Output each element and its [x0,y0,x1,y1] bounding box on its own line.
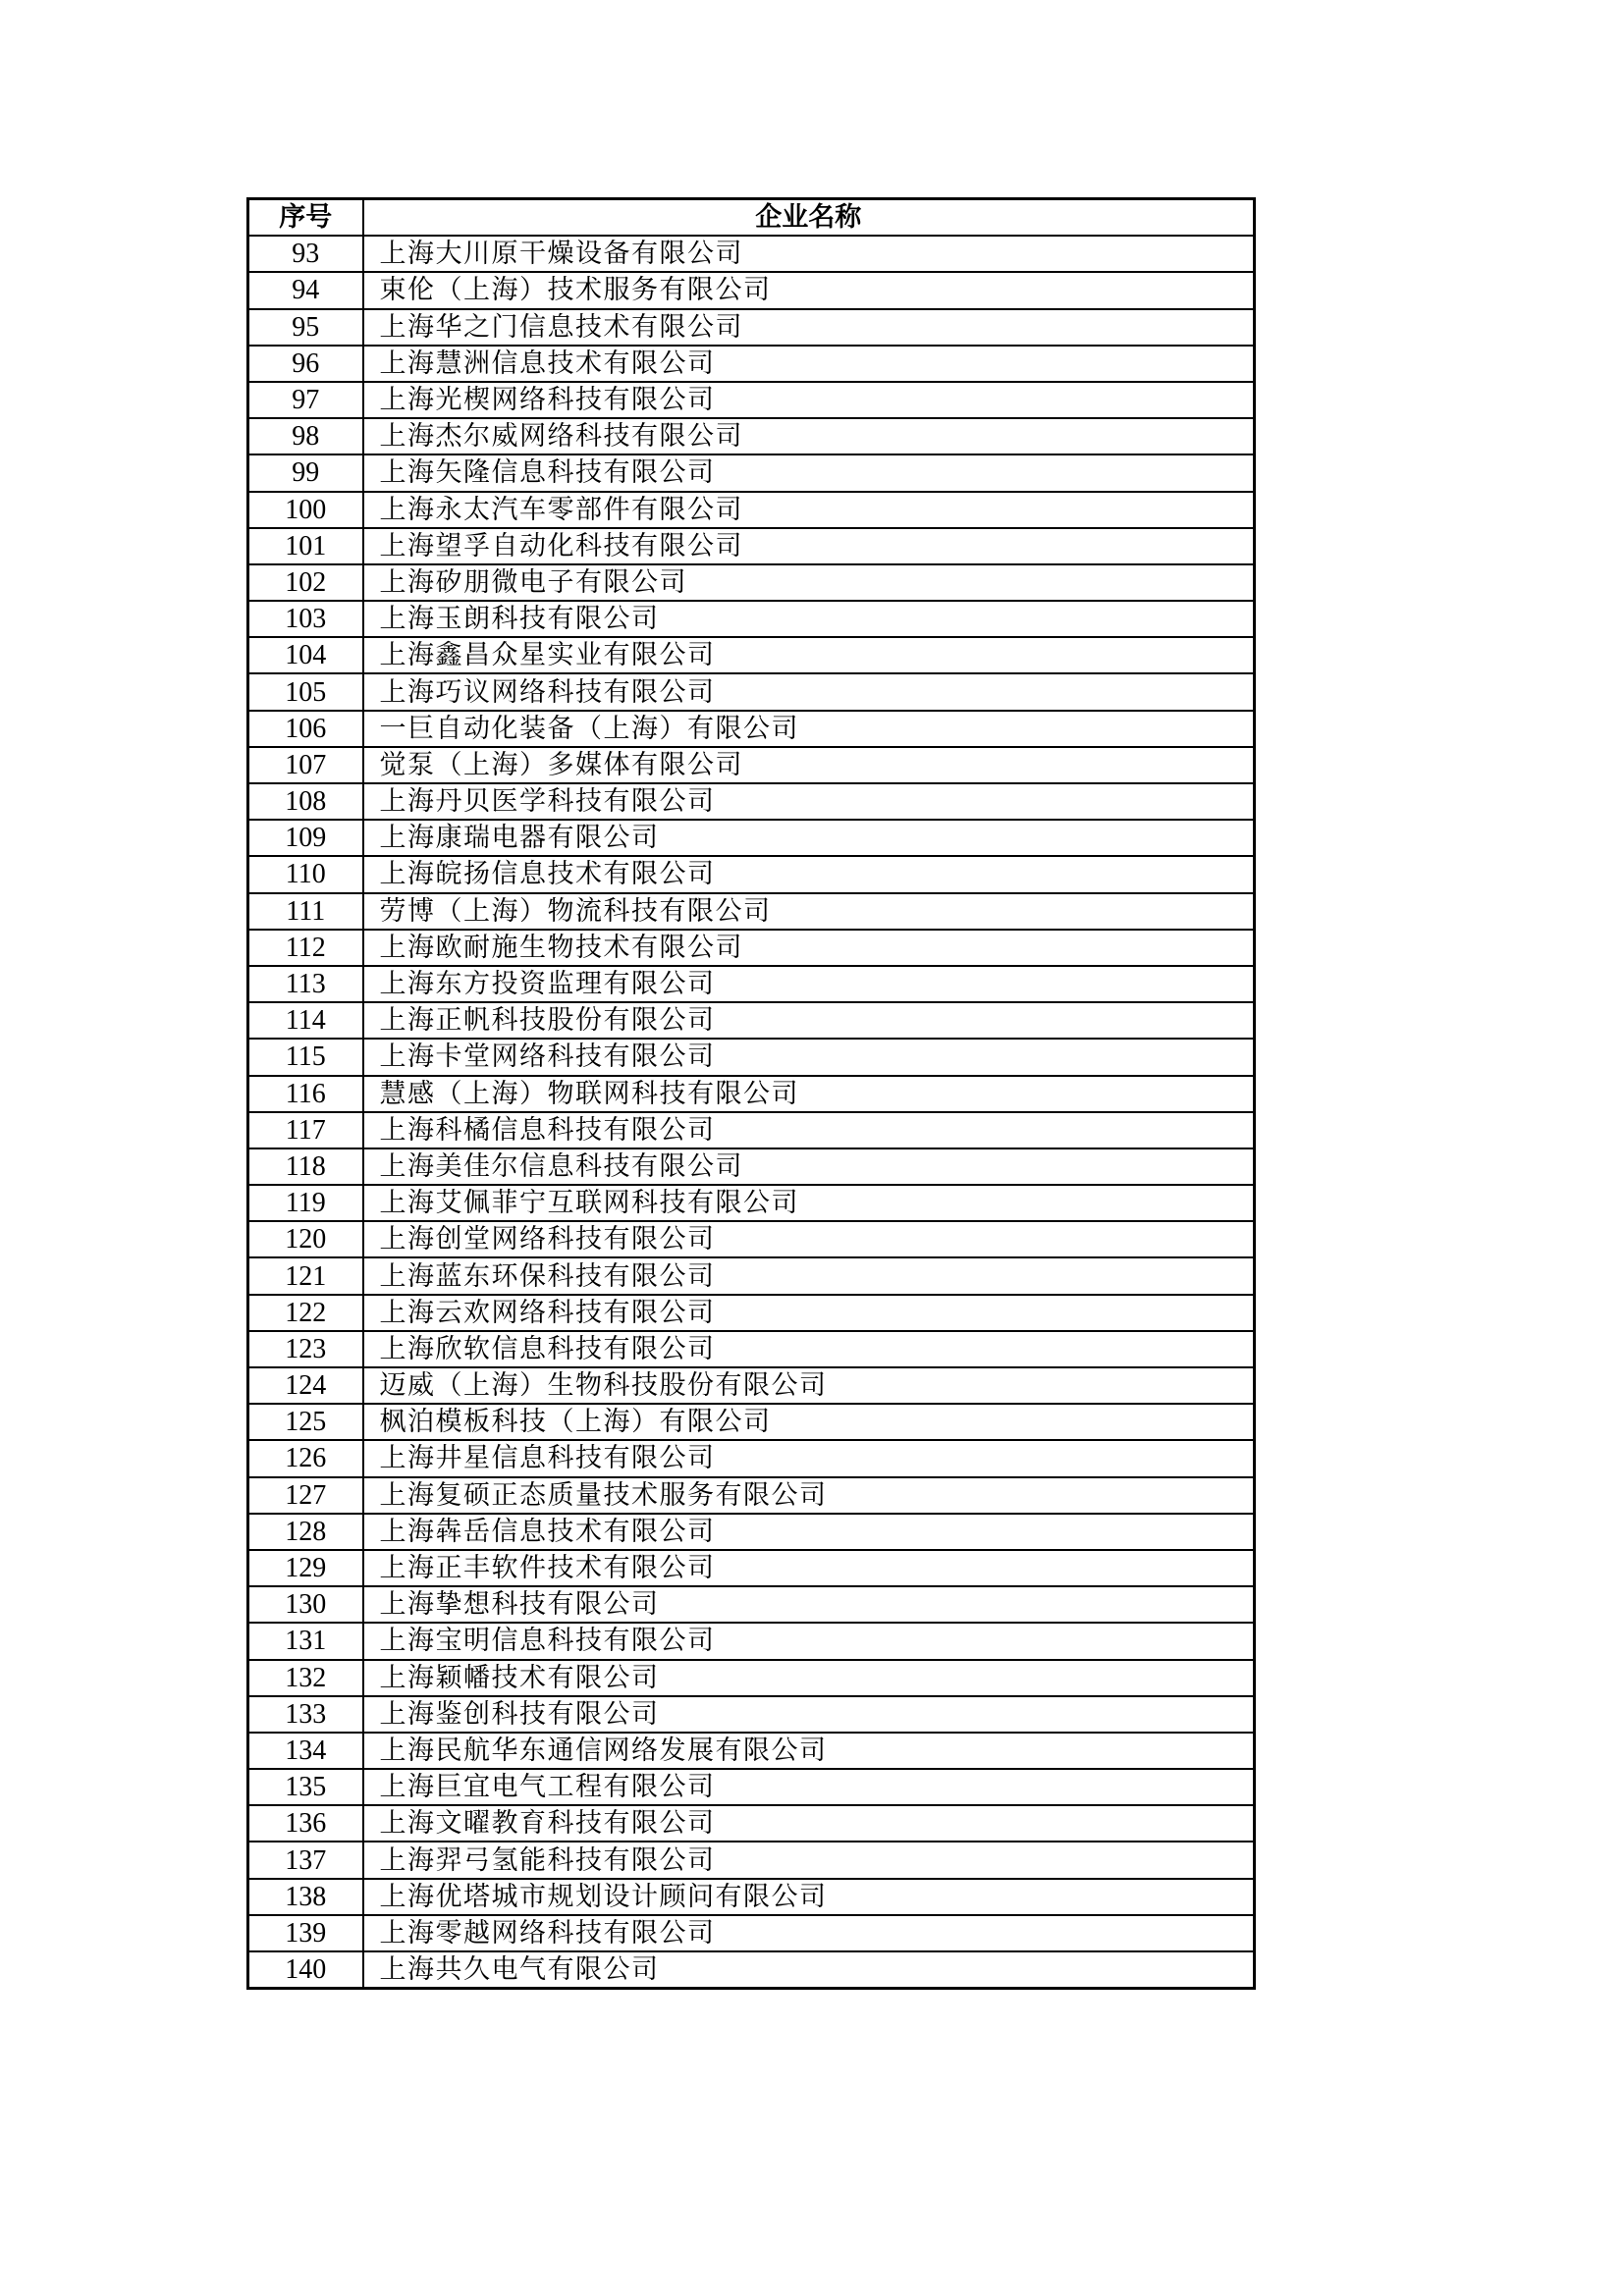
serial-number-cell: 138 [248,1879,363,1915]
serial-number-cell: 131 [248,1623,363,1659]
serial-number-cell: 100 [248,492,363,528]
company-name-cell: 上海光楔网络科技有限公司 [363,382,1255,418]
serial-number-cell: 139 [248,1915,363,1951]
company-name-cell: 上海玉朗科技有限公司 [363,601,1255,637]
serial-number-cell: 128 [248,1514,363,1550]
serial-number-cell: 101 [248,528,363,564]
table-row [248,528,1255,564]
company-name-cell: 劳博（上海）物流科技有限公司 [363,893,1255,930]
table-row [248,272,1255,308]
serial-number-cell: 117 [248,1112,363,1148]
company-name-cell: 上海云欢网络科技有限公司 [363,1295,1255,1331]
serial-number-cell: 113 [248,966,363,1002]
company-name-cell: 上海蓝东环保科技有限公司 [363,1257,1255,1294]
table-row [248,454,1255,491]
company-name-cell: 上海井星信息科技有限公司 [363,1440,1255,1476]
company-name-cell: 上海欣软信息科技有限公司 [363,1331,1255,1367]
company-name-cell: 束伦（上海）技术服务有限公司 [363,272,1255,308]
header-serial-number: 序号 [248,199,363,237]
table-row [248,1879,1255,1915]
serial-number-cell: 135 [248,1769,363,1805]
company-name-cell: 迈威（上海）生物科技股份有限公司 [363,1367,1255,1404]
table-row [248,564,1255,601]
serial-number-cell: 111 [248,893,363,930]
table-row [248,1586,1255,1623]
company-name-cell: 上海正丰软件技术有限公司 [363,1550,1255,1586]
serial-number-cell: 97 [248,382,363,418]
serial-number-cell: 112 [248,930,363,966]
table-row [248,1148,1255,1185]
serial-number-cell: 133 [248,1696,363,1733]
table-row [248,1002,1255,1039]
table-row [248,1696,1255,1733]
serial-number-cell: 104 [248,637,363,673]
company-name-cell: 上海皖扬信息技术有限公司 [363,856,1255,892]
company-name-cell: 上海丹贝医学科技有限公司 [363,783,1255,820]
table-row [248,893,1255,930]
company-name-cell: 上海矢隆信息科技有限公司 [363,454,1255,491]
company-name-cell: 上海欧耐施生物技术有限公司 [363,930,1255,966]
serial-number-cell: 95 [248,309,363,346]
table-row [248,1769,1255,1805]
company-name-cell: 上海羿弓氢能科技有限公司 [363,1842,1255,1878]
serial-number-cell: 107 [248,747,363,783]
table-row [248,1185,1255,1221]
table-row [248,1039,1255,1075]
company-name-cell: 上海共久电气有限公司 [363,1951,1255,1989]
serial-number-cell: 122 [248,1295,363,1331]
table-row [248,783,1255,820]
serial-number-cell: 120 [248,1221,363,1257]
company-name-cell: 上海创堂网络科技有限公司 [363,1221,1255,1257]
serial-number-cell: 96 [248,346,363,382]
table-row [248,492,1255,528]
company-name-cell: 上海康瑞电器有限公司 [363,820,1255,856]
table-header-row [248,199,1255,237]
table-row [248,747,1255,783]
company-name-cell: 慧感（上海）物联网科技有限公司 [363,1076,1255,1112]
company-name-cell: 上海巧议网络科技有限公司 [363,673,1255,710]
company-name-cell: 上海永太汽车零部件有限公司 [363,492,1255,528]
company-name-cell: 觉泵（上海）多媒体有限公司 [363,747,1255,783]
company-name-cell: 上海犇岳信息技术有限公司 [363,1514,1255,1550]
company-name-cell: 上海零越网络科技有限公司 [363,1915,1255,1951]
company-name-cell: 上海鑫昌众星实业有限公司 [363,637,1255,673]
company-name-cell: 上海矽朋微电子有限公司 [363,564,1255,601]
company-name-cell: 上海巨宜电气工程有限公司 [363,1769,1255,1805]
table-row [248,673,1255,710]
table-row [248,1367,1255,1404]
serial-number-cell: 114 [248,1002,363,1039]
serial-number-cell: 121 [248,1257,363,1294]
table-row [248,1112,1255,1148]
serial-number-cell: 109 [248,820,363,856]
serial-number-cell: 123 [248,1331,363,1367]
table-row [248,820,1255,856]
table-row [248,236,1255,272]
company-name-cell: 上海优塔城市规划设计顾问有限公司 [363,1879,1255,1915]
company-name-cell: 上海大川原干燥设备有限公司 [363,236,1255,272]
table-row [248,1915,1255,1951]
table-row [248,711,1255,747]
serial-number-cell: 93 [248,236,363,272]
serial-number-cell: 125 [248,1404,363,1440]
company-name-cell: 上海民航华东通信网络发展有限公司 [363,1733,1255,1769]
table-row [248,1660,1255,1696]
company-name-cell: 上海东方投资监理有限公司 [363,966,1255,1002]
company-list-table [246,197,1256,1990]
company-name-cell: 上海杰尔威网络科技有限公司 [363,418,1255,454]
company-name-cell: 上海科橘信息科技有限公司 [363,1112,1255,1148]
company-name-cell: 上海鉴创科技有限公司 [363,1696,1255,1733]
serial-number-cell: 110 [248,856,363,892]
company-name-cell: 上海卡堂网络科技有限公司 [363,1039,1255,1075]
table-row [248,1076,1255,1112]
table-row [248,1257,1255,1294]
company-name-cell: 上海文曜教育科技有限公司 [363,1805,1255,1842]
serial-number-cell: 94 [248,272,363,308]
company-name-cell: 上海慧洲信息技术有限公司 [363,346,1255,382]
serial-number-cell: 102 [248,564,363,601]
company-name-cell: 上海艾佩菲宁互联网科技有限公司 [363,1185,1255,1221]
serial-number-cell: 126 [248,1440,363,1476]
serial-number-cell: 115 [248,1039,363,1075]
table-row [248,1842,1255,1878]
serial-number-cell: 130 [248,1586,363,1623]
table-row [248,1440,1255,1476]
table-row [248,856,1255,892]
serial-number-cell: 108 [248,783,363,820]
table-row [248,382,1255,418]
serial-number-cell: 124 [248,1367,363,1404]
company-name-cell: 上海正帆科技股份有限公司 [363,1002,1255,1039]
serial-number-cell: 103 [248,601,363,637]
table-row [248,1514,1255,1550]
serial-number-cell: 98 [248,418,363,454]
serial-number-cell: 132 [248,1660,363,1696]
table-row [248,637,1255,673]
company-name-cell: 一巨自动化装备（上海）有限公司 [363,711,1255,747]
company-name-cell: 上海颖幡技术有限公司 [363,1660,1255,1696]
serial-number-cell: 140 [248,1951,363,1989]
table-row [248,1404,1255,1440]
table-row [248,418,1255,454]
serial-number-cell: 137 [248,1842,363,1878]
company-name-cell: 上海望孚自动化科技有限公司 [363,528,1255,564]
company-name-cell: 上海华之门信息技术有限公司 [363,309,1255,346]
table-body [248,236,1255,1989]
serial-number-cell: 105 [248,673,363,710]
table-row [248,601,1255,637]
company-name-cell: 上海美佳尔信息科技有限公司 [363,1148,1255,1185]
table-row [248,309,1255,346]
table-row [248,1733,1255,1769]
serial-number-cell: 118 [248,1148,363,1185]
serial-number-cell: 106 [248,711,363,747]
company-name-cell: 枫泊模板科技（上海）有限公司 [363,1404,1255,1440]
company-name-cell: 上海挚想科技有限公司 [363,1586,1255,1623]
serial-number-cell: 136 [248,1805,363,1842]
table-row [248,930,1255,966]
table-row [248,1221,1255,1257]
table-row [248,346,1255,382]
table-row [248,1295,1255,1331]
table-row [248,1331,1255,1367]
table-row [248,1951,1255,1989]
serial-number-cell: 119 [248,1185,363,1221]
serial-number-cell: 129 [248,1550,363,1586]
serial-number-cell: 116 [248,1076,363,1112]
company-name-cell: 上海复硕正态质量技术服务有限公司 [363,1477,1255,1514]
serial-number-cell: 134 [248,1733,363,1769]
table-row [248,1550,1255,1586]
table-row [248,966,1255,1002]
table-row [248,1477,1255,1514]
serial-number-cell: 99 [248,454,363,491]
serial-number-cell: 127 [248,1477,363,1514]
table-row [248,1805,1255,1842]
company-name-cell: 上海宝明信息科技有限公司 [363,1623,1255,1659]
header-company-name: 企业名称 [363,199,1255,237]
table-row [248,1623,1255,1659]
